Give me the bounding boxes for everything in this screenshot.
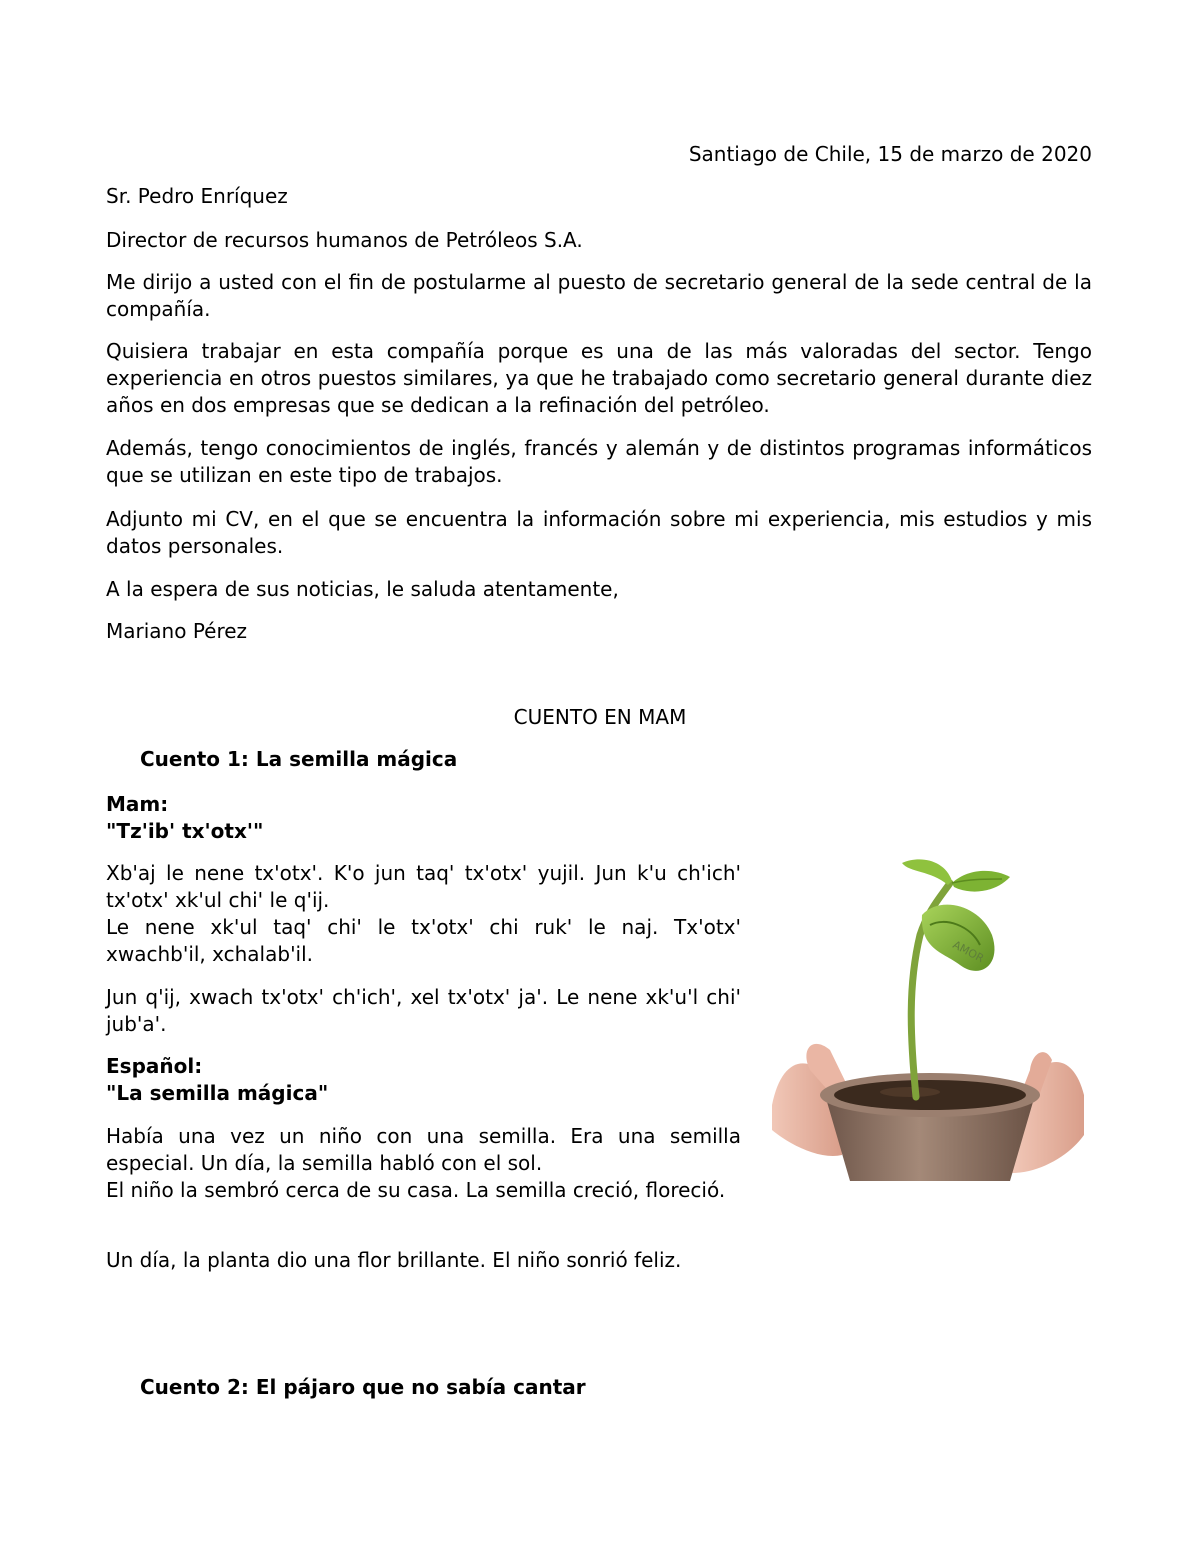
recipient-name: Sr. Pedro Enríquez <box>106 184 288 208</box>
plant-leaf-left <box>902 859 952 885</box>
soil-texture <box>880 1087 940 1097</box>
seed-label: AMOR <box>950 938 987 966</box>
letter-signature: Mariano Pérez <box>106 619 248 643</box>
story1-es-paragraph-2: Un día, la planta dio una flor brillante. El niño sonrió feliz. <box>106 1248 682 1272</box>
section-title: CUENTO EN MAM <box>513 705 687 729</box>
story1-mam-paragraph-1a: Xb'aj le nene tx'otx'. K'o jun taq' tx'otx' yujil. Jun k'u ch'ich' tx'otx' xk'ul chi' le q'ij. <box>106 861 741 912</box>
story1-es-paragraph-1b: El niño la sembró cerca de su casa. La semilla creció, floreció. <box>106 1178 726 1202</box>
story1-es-title: "La semilla mágica" <box>106 1081 329 1105</box>
story2-title: Cuento 2: El pájaro que no sabía cantar <box>140 1375 586 1399</box>
story1-es-paragraph-1a: Había una vez un niño con una semilla. Era una semilla especial. Un día, la semilla habló con el sol. <box>106 1124 741 1175</box>
plant-in-pot-image <box>770 855 1086 1183</box>
recipient-title: Director de recursos humanos de Petróleos S.A. <box>106 228 583 252</box>
letter-paragraph-2: Quisiera trabajar en esta compañía porque es una de las más valoradas del sector. Tengo experiencia en otros puestos similares, ya que he trabajado como secretario general durante diez años en dos empresas que se dedican a la refinación del petróleo. <box>106 339 1092 417</box>
letter-paragraph-3: Además, tengo conocimientos de inglés, francés y alemán y de distintos programas informáticos que se utilizan en este tipo de trabajos. <box>106 436 1092 487</box>
story1-es-label: Español: <box>106 1054 203 1078</box>
letter-paragraph-1: Me dirijo a usted con el fin de postularme al puesto de secretario general de la sede central de la compañía. <box>106 270 1092 321</box>
letter-closing: A la espera de sus noticias, le saluda atentamente, <box>106 577 619 601</box>
letter-date: Santiago de Chile, 15 de marzo de 2020 <box>688 142 1092 166</box>
story1-mam-paragraph-1b: Le nene xk'ul taq' chi' le tx'otx' chi ruk' le naj. Tx'otx' xwachb'il, xchalab'il. <box>106 915 741 966</box>
seed-half <box>922 905 995 971</box>
story1-mam-paragraph-2: Jun q'ij, xwach tx'otx' ch'ich', xel tx'otx' ja'. Le nene xk'u'l chi' jub'a'. <box>106 985 741 1036</box>
story1-mam-label: Mam: <box>106 792 169 816</box>
letter-paragraph-4: Adjunto mi CV, en el que se encuentra la información sobre mi experiencia, mis estudios y mis datos personales. <box>106 507 1092 558</box>
story1-title: Cuento 1: La semilla mágica <box>140 747 458 771</box>
story1-mam-title: "Tz'ib' tx'otx'" <box>106 819 264 843</box>
